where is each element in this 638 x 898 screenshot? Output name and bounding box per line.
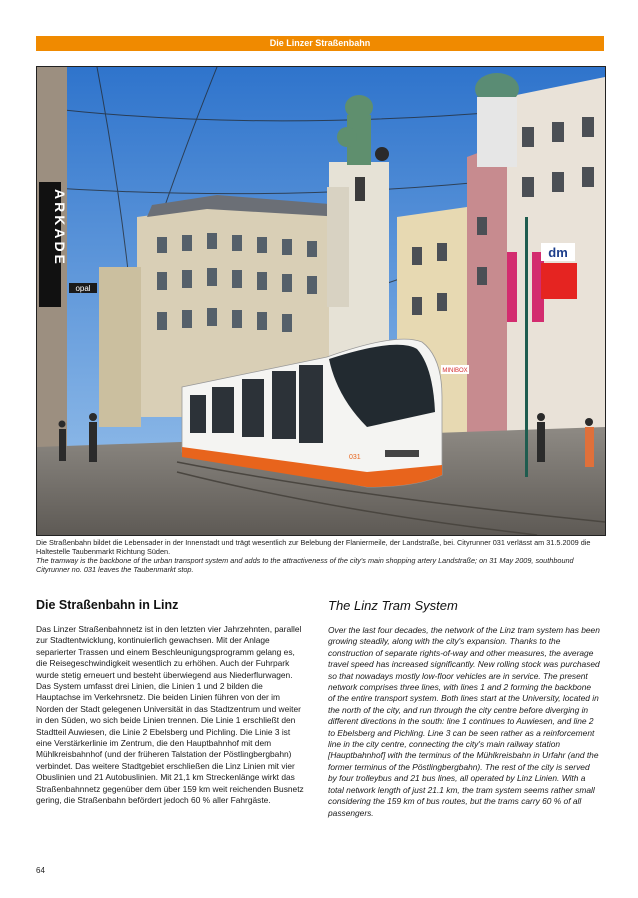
sign-opal: [69, 283, 97, 293]
sign-dm-text: dm: [548, 245, 568, 260]
tram-number: 031: [349, 454, 361, 461]
tram-photo: [36, 66, 606, 536]
sign-opal-text: opal: [75, 284, 91, 293]
section-header-bar: [36, 36, 604, 51]
article-english: [328, 598, 600, 819]
article-german: [36, 598, 308, 807]
article-german-body: Das Linzer Straßenbahnnetz ist in den letzten vier Jahrzehnten, parallel zur Stadtentwicklung, kontinuierlich gewachsen. Mit der Anlage separierter Trassen und einem Beschleunigungsprogramm gelang es, die Reisegeschwindigkeit wesentlich zu erhöhen. Auch der Fuhrpark wurde stetig erneuert und besteht überwiegend aus Niederflurwagen. Das System umfasst drei Linien, die Linien 1 und 2 bilden die Hauptachse im Verkehrsnetz. Die beiden Linien führen von der im Norden der Stadt gelegenen Universität in das Stadtzentrum und weiter in den Süden, wo sich beide Linien trennen. Die Linie 1 erschließt den Stadtteil Auwiesen, die Linie 2 Ebelsberg und Pichling. Die Linie 3 ist eine Verstärkerlinie im Zentrum, die den Hauptbahnhof mit dem Mühlkreisbahnhof (und der früheren Talstation der Pöstlingbergbahn) verbindet. Das weitere Stadtgebiet erschließen die Linz Linien mit vier Obuslinien und 21 Autobuslinien. Mit 21,1 km Streckenlänge wirkt das Straßenbahnnetz gegenüber dem über 159 km weit reichenden Busnetz gering, die Straßenbahn befördert jedoch 60 % aller Fahrgäste.: [36, 624, 304, 806]
section-title: Die Linzer Straßenbahn: [269, 38, 371, 48]
sign-minibox: [441, 365, 469, 374]
sign-arkade-text: ARKADE: [52, 189, 68, 267]
sign-dm: [541, 243, 577, 299]
page-number: 64: [36, 866, 45, 875]
caption-german: Die Straßenbahn bildet die Lebensader in der Innenstadt und trägt wesentlich zur Belebung der Flaniermeile, der Landstraße, bei. Cityrunner 031 verlässt am 31.5.2009 die Haltestelle Taubenmarkt Richtung Süden.: [36, 538, 591, 556]
caption-english: The tramway is the backbone of the urban transport system and adds to the attractiveness of the city's main shopping artery Landstraße; on 31 May 2009, southbound Cityrunner no. 031 leaves the Taubenmarkt stop.: [36, 556, 574, 574]
sign-minibox-text: MINIBOX: [442, 368, 468, 374]
article-german-heading: Die Straßenbahn in Linz: [36, 598, 179, 612]
photo-caption: [36, 538, 606, 574]
article-english-body: Over the last four decades, the network of the Linz tram system has been growing steadily, along with the city's expansion. Thanks to the construction of separate rights-of-way and other measures, the average travel speed has increased significantly. New rolling stock was purchased so that nowadays mostly low-floor vehicles are in service. The present network comprises three lines, with lines 1 and 2 forming the backbone of the entire transport system. Both lines start at the University, located in the north of the city, and run through the city centre before diverging in different directions in the south: line 1 continues to Auwiesen, and line 2 to Ebelsberg and Pichling. Line 3 can be seen rather as a reinforcement line in the city centre, connecting the city's main railway station [Hauptbahnhof] with the terminus of the Mühlkreisbahn in Urfahr (and the former terminus of the Pöstlingbergbahn). The rest of the city is served by four trolleybus and 21 bus lines, all operated by Linz Linien. With a total network length of just 21.1 km, the tram system seems rather small considering the 159 km of bus routes, but the trams carry 60 % of all passengers.: [328, 625, 600, 818]
article-english-heading: The Linz Tram System: [328, 598, 458, 613]
